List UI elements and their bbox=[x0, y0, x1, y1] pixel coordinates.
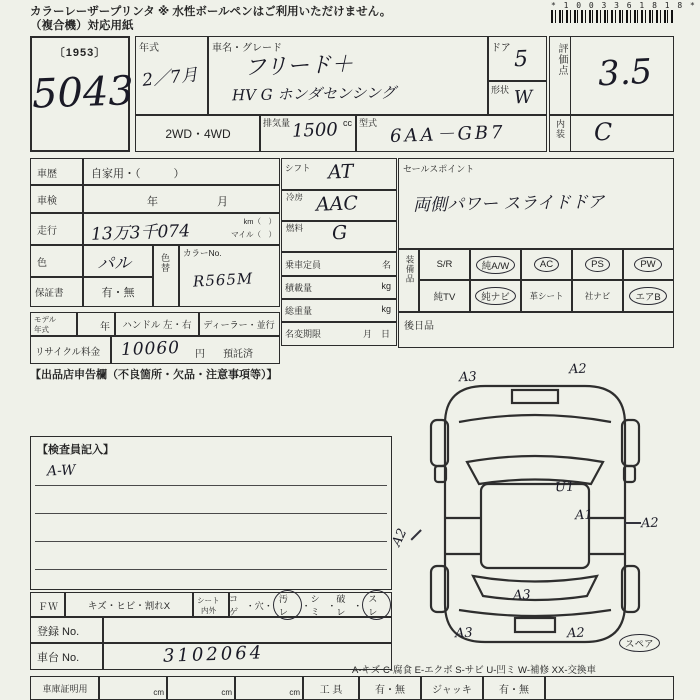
warranty-label-cell bbox=[30, 276, 84, 307]
year-cell bbox=[135, 36, 209, 116]
displacement-value: 1500 bbox=[291, 119, 339, 142]
year-value: 2／7月 bbox=[141, 65, 199, 91]
jack-options: 有・無 bbox=[499, 684, 529, 696]
score-label: 評価点 bbox=[556, 43, 567, 76]
seat-item: 穴 bbox=[254, 600, 264, 611]
handle-label: ハンドル 左・右 bbox=[122, 320, 192, 331]
registration-value-cell bbox=[102, 616, 392, 644]
mileage-label: 走行 bbox=[37, 226, 57, 237]
seat-item: コゲ bbox=[229, 594, 239, 617]
shape-value: W bbox=[513, 86, 533, 109]
drive-cell bbox=[135, 114, 261, 152]
declaration-title: 【出品店申告欄（不良箇所・欠品・注意事項等）】 bbox=[30, 369, 278, 381]
equipment-cell bbox=[418, 248, 471, 281]
ruled-line bbox=[35, 485, 387, 486]
interior-label: 内装 bbox=[555, 119, 565, 139]
damage-annotation: U1 bbox=[554, 479, 575, 496]
door-label: ドア bbox=[491, 43, 511, 54]
car-name-label: 車名・グレード bbox=[212, 43, 282, 54]
shaken-label-cell bbox=[30, 184, 84, 214]
history-label: 車歴 bbox=[37, 169, 57, 180]
mileage-unit-km: km（ ） bbox=[243, 217, 276, 226]
model-year-unit-cell bbox=[76, 312, 116, 336]
tools-options-cell bbox=[358, 676, 422, 700]
warranty-value-cell bbox=[82, 276, 154, 307]
mileage-value: 13万3千074 bbox=[90, 221, 191, 245]
cm-unit: cm bbox=[289, 688, 300, 697]
gross-unit: kg bbox=[381, 304, 391, 314]
shift-value: AT bbox=[327, 160, 354, 184]
history-value-cell bbox=[82, 158, 280, 186]
cooling-cell bbox=[281, 189, 397, 222]
door-value: 5 bbox=[513, 46, 529, 73]
shaken-month: 月 bbox=[217, 196, 228, 208]
model-year-label-cell bbox=[30, 312, 78, 336]
later-items-box bbox=[398, 312, 674, 348]
color-no-label: カラーNo. bbox=[183, 248, 222, 258]
recycle-status: 預託済 bbox=[223, 349, 253, 360]
fuel-value: G bbox=[331, 221, 348, 245]
fw-label: ＦＷ bbox=[38, 601, 58, 613]
cooling-label: 冷房 bbox=[286, 192, 304, 202]
bottom-strip-empty-cell bbox=[544, 676, 674, 700]
score-label-strip bbox=[550, 37, 571, 115]
equipment-item: 純TV bbox=[433, 291, 456, 303]
shift-label: シフト bbox=[285, 163, 311, 173]
jack-options-cell bbox=[482, 676, 546, 700]
equipment-cell bbox=[418, 279, 471, 312]
car-top-view bbox=[423, 378, 647, 650]
equipment-item: 純ナビ bbox=[475, 287, 516, 305]
later-items-label: 後日品 bbox=[404, 321, 434, 332]
equipment-cell bbox=[571, 248, 624, 281]
cm-unit: cm bbox=[153, 688, 164, 697]
recycle-label: リサイクル料金 bbox=[35, 347, 101, 358]
mileage-label-cell bbox=[30, 212, 84, 246]
damage-annotation: A3 bbox=[458, 369, 477, 386]
jack-label-cell bbox=[420, 676, 484, 700]
color-change-cell bbox=[152, 244, 180, 307]
paper-notice: （複合機）対応用紙 bbox=[30, 20, 134, 32]
damage-annotation: A2 bbox=[566, 625, 585, 642]
lot-number: 5043 bbox=[31, 68, 135, 118]
separator-dot: ・ bbox=[327, 600, 337, 611]
color-change-label: 色替 bbox=[160, 253, 170, 273]
equipment-label: 装備品 bbox=[405, 255, 415, 284]
separator-dot: ・ bbox=[245, 600, 255, 611]
equipment-cell bbox=[469, 279, 522, 312]
recycle-value: 10060 bbox=[120, 337, 181, 361]
color-label-cell bbox=[30, 244, 84, 278]
model-code-value: 6AA－GB7 bbox=[389, 121, 506, 148]
equipment-cell bbox=[571, 279, 624, 312]
dealer-cell bbox=[198, 312, 280, 336]
equipment-item: S/R bbox=[436, 259, 453, 270]
separator-dot: ・ bbox=[301, 600, 311, 611]
car-grade-value: HV G ホンダセンシング bbox=[231, 83, 396, 105]
equipment-cell bbox=[622, 248, 674, 281]
garage-cert-label: 車庫証明用 bbox=[42, 683, 88, 694]
equipment-label-strip bbox=[399, 249, 420, 311]
handle-cell bbox=[114, 312, 200, 336]
tools-label: 工 具 bbox=[319, 684, 343, 696]
chassis-value-cell bbox=[102, 642, 392, 670]
recycle-value-cell bbox=[110, 336, 280, 364]
car-name-value: フリード＋ bbox=[243, 52, 354, 81]
leader-line bbox=[410, 529, 421, 540]
cm-cell bbox=[98, 676, 168, 700]
mileage-value-cell bbox=[82, 212, 280, 246]
capacity-cell bbox=[281, 252, 397, 277]
mileage-unit-mile: マイル（ ） bbox=[231, 230, 276, 239]
capacity-unit: 名 bbox=[381, 260, 391, 270]
spare-tire-label: スペア bbox=[619, 634, 660, 652]
seat-label-cell bbox=[192, 592, 230, 618]
damage-annotation: A2 bbox=[389, 526, 411, 549]
sales-point-label: セールスポイント bbox=[403, 164, 475, 174]
lot-stamp: 〔1953〕 bbox=[53, 47, 107, 59]
equipment-cell bbox=[520, 279, 573, 312]
model-code-cell bbox=[355, 114, 547, 152]
warranty-label: 保証書 bbox=[35, 288, 64, 299]
cm-cell bbox=[166, 676, 236, 700]
cm-unit: cm bbox=[221, 688, 232, 697]
chassis-value: 3102064 bbox=[162, 642, 265, 667]
shift-cell bbox=[281, 158, 397, 191]
color-value: パル bbox=[96, 253, 132, 275]
damage-annotation: A2 bbox=[568, 361, 587, 378]
equipment-item: 革シート bbox=[529, 290, 564, 301]
printer-notice: カラーレーザープリンタ ※ 水性ボールペンはご利用いただけません。 bbox=[30, 6, 392, 18]
damage-annotation: A3 bbox=[512, 587, 531, 604]
score-cell bbox=[549, 36, 674, 116]
color-value-cell bbox=[82, 244, 154, 278]
seat-item: シミ bbox=[310, 594, 320, 617]
displacement-unit: cc bbox=[343, 118, 352, 128]
displacement-cell bbox=[259, 114, 357, 152]
damage-annotation: A3 bbox=[454, 625, 473, 642]
color-no-cell bbox=[178, 244, 280, 307]
car-name-cell bbox=[207, 36, 489, 116]
shape-cell bbox=[487, 80, 547, 116]
equipment-item: AC bbox=[534, 257, 559, 272]
warranty-options: 有・無 bbox=[101, 286, 135, 299]
equipment-cell bbox=[469, 248, 522, 281]
inspector-note: A-W bbox=[46, 462, 76, 480]
recycle-unit: 円 bbox=[195, 349, 205, 360]
history-label-cell bbox=[30, 158, 84, 186]
fw-value: キズ・ヒビ・割れX bbox=[87, 601, 171, 612]
damage-annotation: A1 bbox=[574, 507, 593, 524]
shaken-year: 年 bbox=[147, 196, 158, 208]
payload-cell bbox=[281, 275, 397, 300]
rename-deadline-cell bbox=[281, 321, 397, 346]
gross-weight-cell bbox=[281, 298, 397, 323]
fw-value-cell bbox=[64, 592, 194, 618]
capacity-label: 乗車定員 bbox=[285, 260, 322, 270]
fw-label-cell bbox=[30, 592, 66, 618]
gross-label: 総重量 bbox=[285, 306, 313, 316]
equipment-item: PS bbox=[585, 257, 610, 272]
damage-annotation: A2 bbox=[640, 515, 659, 532]
shape-label: 形状 bbox=[491, 85, 510, 95]
model-year-label: モデル年式 bbox=[34, 315, 57, 334]
fuel-cell bbox=[281, 220, 397, 252]
sales-point-box bbox=[398, 158, 674, 250]
seat-label-line1: シート bbox=[197, 596, 220, 605]
recycle-label-cell bbox=[30, 336, 112, 364]
registration-label-cell bbox=[30, 616, 104, 644]
equipment-cell bbox=[520, 248, 573, 281]
registration-label: 登録 No. bbox=[37, 626, 80, 638]
model-code-label: 型式 bbox=[359, 118, 378, 128]
chassis-label: 車台 No. bbox=[37, 652, 80, 664]
leader-line bbox=[625, 522, 641, 524]
equipment-item: エアB bbox=[629, 287, 666, 305]
color-no-value: R565M bbox=[192, 269, 254, 291]
ruled-line bbox=[35, 541, 387, 542]
displacement-label: 排気量 bbox=[263, 118, 291, 128]
garage-cert-cell bbox=[30, 676, 100, 700]
rename-unit: 月 日 bbox=[362, 329, 390, 339]
score-value: 3.5 bbox=[596, 51, 654, 95]
dealer-label: ディーラー・並行 bbox=[203, 319, 275, 330]
damage-diagram bbox=[389, 348, 675, 664]
payload-label: 積載量 bbox=[285, 283, 313, 293]
door-cell bbox=[487, 36, 547, 82]
cm-cell bbox=[234, 676, 304, 700]
lot-box bbox=[30, 36, 135, 152]
chassis-label-cell bbox=[30, 642, 104, 670]
tools-options: 有・無 bbox=[375, 684, 405, 696]
seat-item: スレ bbox=[362, 590, 391, 620]
fuel-label: 燃料 bbox=[286, 223, 304, 233]
barcode bbox=[551, 10, 675, 23]
shaken-value-cell bbox=[82, 184, 280, 214]
equipment-cell bbox=[622, 279, 674, 312]
year-label: 年式 bbox=[139, 43, 159, 54]
equipment-item: PW bbox=[634, 257, 661, 272]
drive-options: 2WD・4WD bbox=[165, 126, 231, 141]
interior-value: C bbox=[593, 117, 613, 147]
ruled-line bbox=[35, 569, 387, 570]
seat-item: 汚レ bbox=[273, 590, 302, 620]
inspector-box bbox=[30, 436, 392, 590]
cooling-value: AAC bbox=[315, 192, 359, 216]
equipment-item: 純A/W bbox=[476, 256, 515, 274]
shaken-label: 車検 bbox=[37, 196, 57, 207]
seat-label-line2: 内外 bbox=[201, 606, 216, 615]
interior-label-strip bbox=[550, 115, 571, 151]
inspector-title: 【検査員記入】 bbox=[37, 444, 114, 456]
interior-cell bbox=[549, 114, 674, 152]
ruled-line bbox=[35, 513, 387, 514]
seat-item: 破レ bbox=[336, 594, 346, 617]
separator-dot: ・ bbox=[263, 600, 273, 611]
history-value: 自家用・（ ） bbox=[91, 168, 185, 180]
rename-label: 名変期限 bbox=[285, 329, 322, 339]
sales-point-value: 両側パワー スライドドア bbox=[412, 192, 605, 216]
model-year-unit: 年 bbox=[100, 322, 110, 333]
damage-legend: A-キズ C-腐食 E-エクボ S-サビ U-凹ミ W-補修 XX-交換車 bbox=[352, 665, 596, 676]
seat-items-cell bbox=[228, 592, 392, 618]
jack-label: ジャッキ bbox=[432, 684, 472, 696]
barcode-text: * 1 0 0 3 3 6 1 8 1 8 * bbox=[551, 1, 697, 10]
payload-unit: kg bbox=[381, 281, 391, 291]
equipment-item: 社ナビ bbox=[584, 290, 611, 301]
tools-label-cell bbox=[302, 676, 360, 700]
separator-dot: ・ bbox=[353, 600, 363, 611]
color-label: 色 bbox=[37, 258, 47, 269]
